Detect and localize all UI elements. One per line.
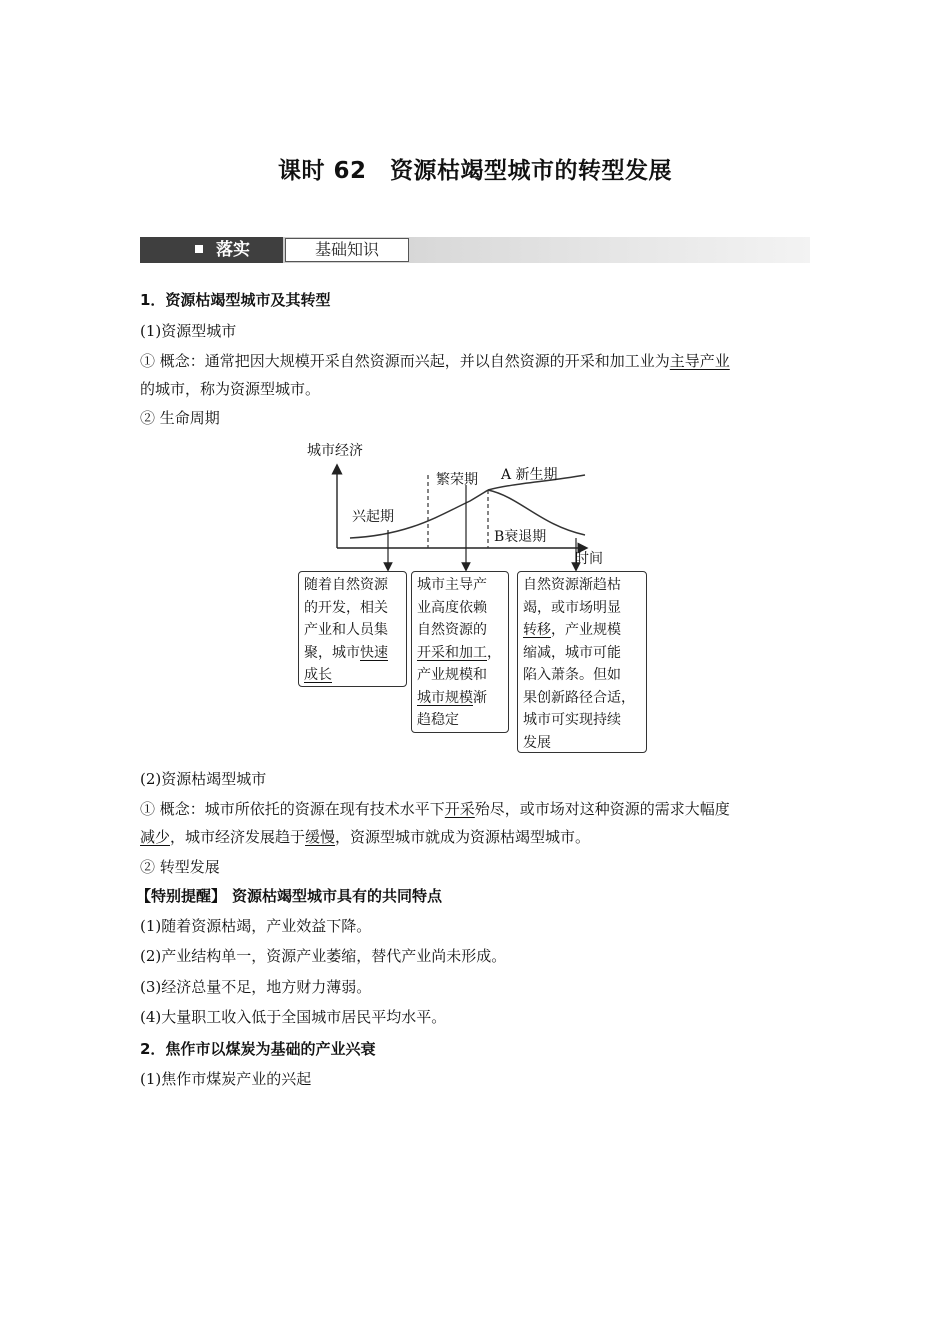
tip-item: (2)产业结构单一，资源产业萎缩，替代产业尚未形成。 [140, 947, 507, 965]
tip-title: 资源枯竭型城市具有的共同特点 [232, 887, 443, 905]
underlined-term: 减少 [140, 828, 171, 846]
tip-label: 【特别提醒】 [136, 887, 227, 905]
lifecycle-heading: ② 生命周期 [140, 409, 220, 427]
box-later-line: 陷入萧条。但如 [523, 667, 621, 683]
box-rise-line: 的开发，相关 [304, 599, 388, 616]
banner-left-label: 落实 [216, 240, 250, 260]
sub-heading-jiaozuo: (1)焦作市煤炭产业的兴起 [140, 1070, 312, 1088]
concept-text: ，资源型城市就成为资源枯竭型城市。 [335, 828, 591, 846]
underlined-term: 开采和加工 [417, 644, 487, 661]
section2-heading: 2．焦作市以煤炭为基础的产业兴衰 [140, 1040, 376, 1058]
x-axis-label: 时间 [575, 551, 603, 567]
underlined-term: 开采 [444, 800, 475, 818]
box-later-line: 缩减，城市可能 [523, 644, 621, 661]
depleted-concept-line-2 [140, 827, 812, 847]
concept-text: ，城市经济发展趋于 [170, 828, 306, 846]
box-later-line: 果创新路径合适， [523, 689, 635, 706]
box-prosper-line [417, 642, 503, 665]
underlined-term: 缓慢 [305, 828, 336, 846]
underlined-term: 成长 [304, 667, 332, 683]
box-prosper-line: 产业规模和 [417, 667, 487, 683]
box-prosper-line [417, 687, 503, 710]
box-later-text: ，产业规模 [551, 622, 621, 638]
box-prosper-line: 趋稳定 [417, 712, 459, 728]
box-rise [298, 571, 407, 687]
transform-heading: ② 转型发展 [140, 858, 220, 876]
box-prosper-text: 渐 [473, 689, 487, 706]
box-prosper-line: 城市主导产 [417, 577, 487, 593]
tip-heading [136, 886, 808, 906]
concept-text: 殆尽，或市场对这种资源的需求大幅度 [474, 800, 730, 818]
concept-text: ① 概念：城市所依托的资源在现有技术水平下 [140, 800, 445, 818]
underlined-term: 转移 [523, 622, 551, 638]
concept-line-1 [140, 351, 812, 371]
concept-text: ① 概念：通常把因大规模开采自然资源而兴起，并以自然资源的开采和加工业为 [140, 352, 670, 370]
stage-a-label: A 新生期 [501, 467, 558, 483]
box-later-line: 发展 [523, 734, 551, 751]
box-rise-line: 随着自然资源 [304, 577, 388, 593]
box-later-line: 城市可实现持续 [523, 712, 621, 728]
box-rise-line: 产业和人员集 [304, 622, 388, 638]
concept-line-2: 的城市，称为资源型城市。 [140, 380, 321, 398]
y-axis-label: 城市经济 [307, 443, 363, 459]
square-bullet-icon [195, 245, 203, 253]
tip-item: (4)大量职工收入低于全国城市居民平均水平。 [140, 1008, 447, 1026]
box-rise-line [304, 642, 401, 665]
box-prosper-line: 自然资源的 [417, 622, 487, 638]
stage-rise-label: 兴起期 [352, 509, 394, 525]
sub-heading-depleted-city: (2)资源枯竭型城市 [140, 770, 267, 788]
depleted-concept-line-1 [140, 799, 812, 819]
lifecycle-diagram [290, 435, 660, 760]
box-rise-line [304, 664, 401, 687]
box-later-line: 竭，或市场明显 [523, 599, 621, 616]
box-later [517, 571, 647, 753]
sub-heading-resource-city: (1)资源型城市 [140, 322, 237, 340]
tip-item: (3)经济总量不足，地方财力薄弱。 [140, 978, 372, 996]
box-prosper [411, 571, 509, 733]
page-title: 课时 62 资源枯竭型城市的转型发展 [277, 158, 672, 184]
stage-b-label: B衰退期 [494, 529, 547, 545]
box-prosper-line: 业高度依赖 [417, 599, 487, 616]
section-banner [140, 237, 810, 263]
box-rise-text: 聚，城市 [304, 644, 360, 661]
banner-dark-tab [140, 237, 283, 263]
underlined-term: 主导产业 [669, 352, 730, 370]
underlined-term: 快速 [360, 644, 388, 661]
tip-item: (1)随着资源枯竭，产业效益下降。 [140, 917, 372, 935]
stage-prosper-label: 繁荣期 [436, 472, 478, 488]
box-prosper-text: ， [487, 644, 501, 661]
underlined-term: 城市规模 [417, 689, 473, 706]
box-later-line: 自然资源渐趋枯 [523, 577, 621, 593]
banner-right-label: 基础知识 [285, 238, 409, 262]
section1-heading: 1．资源枯竭型城市及其转型 [140, 291, 331, 309]
box-later-line [523, 619, 641, 642]
